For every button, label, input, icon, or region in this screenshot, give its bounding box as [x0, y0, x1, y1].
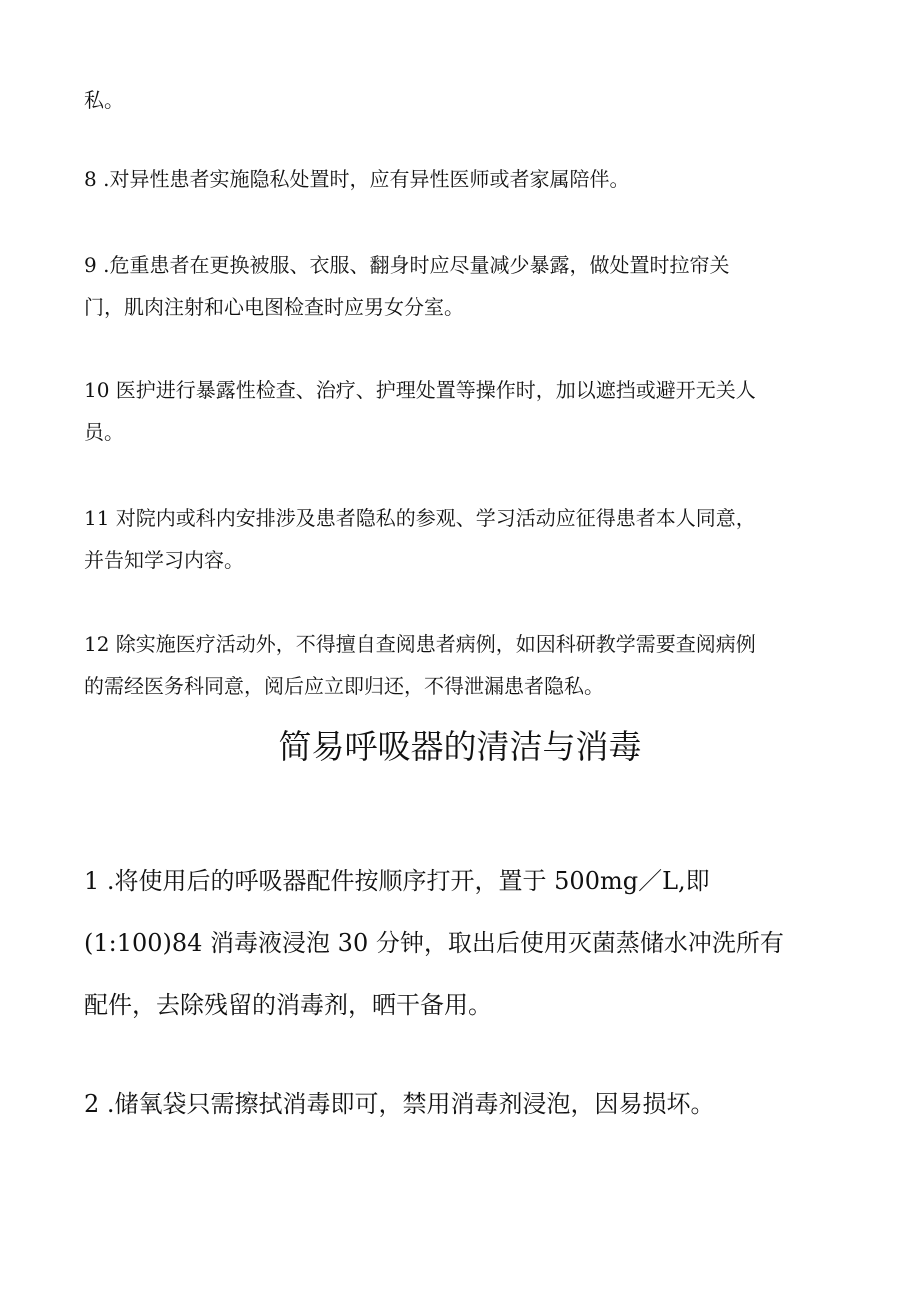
- text-line: 2 .储氧袋只需擦拭消毒即可，禁用消毒剂浸泡，因易损坏。: [84, 1090, 715, 1118]
- text-line: 并告知学习内容。: [84, 548, 244, 572]
- text-line: 私。: [84, 88, 124, 112]
- paragraph-item-8: [84, 163, 814, 195]
- paragraph-item-11: [84, 502, 814, 576]
- text-line: 8 .对异性患者实施隐私处置时，应有异性医师或者家属陪伴。: [84, 167, 630, 191]
- text-line: 配件，去除残留的消毒剂，晒干备用。: [84, 991, 492, 1019]
- paragraph-step-1: [84, 850, 824, 1036]
- paragraph-item-9: [84, 249, 814, 323]
- text-line: 1 .将使用后的呼吸器配件按顺序打开，置于 500mg／L,即: [84, 867, 710, 895]
- paragraph-item-10: [84, 374, 814, 448]
- section-title: 简易呼吸器的清洁与消毒: [278, 727, 642, 766]
- paragraph-item-12: [84, 628, 814, 702]
- paragraph-continuation: [84, 84, 814, 116]
- text-line: (1:100)84 消毒液浸泡 30 分钟，取出后使用灭菌蒸储水冲洗所有: [84, 929, 784, 957]
- text-line: 员。: [84, 420, 124, 444]
- text-line: 的需经医务科同意，阅后应立即归还，不得泄漏患者隐私。: [84, 674, 604, 698]
- text-line: 门，肌肉注射和心电图检查时应男女分室。: [84, 295, 464, 319]
- text-line: 10 医护进行暴露性检查、治疗、护理处置等操作时，加以遮挡或避开无关人: [84, 378, 756, 402]
- text-line: 12 除实施医疗活动外，不得擅自查阅患者病例，如因科研教学需要查阅病例: [84, 632, 756, 656]
- paragraph-step-2: [84, 1073, 824, 1135]
- text-line: 9 .危重患者在更换被服、衣服、翻身时应尽量减少暴露，做处置时拉帘关: [84, 253, 730, 277]
- text-line: 11 对院内或科内安排涉及患者隐私的参观、学习活动应征得患者本人同意，: [84, 506, 756, 530]
